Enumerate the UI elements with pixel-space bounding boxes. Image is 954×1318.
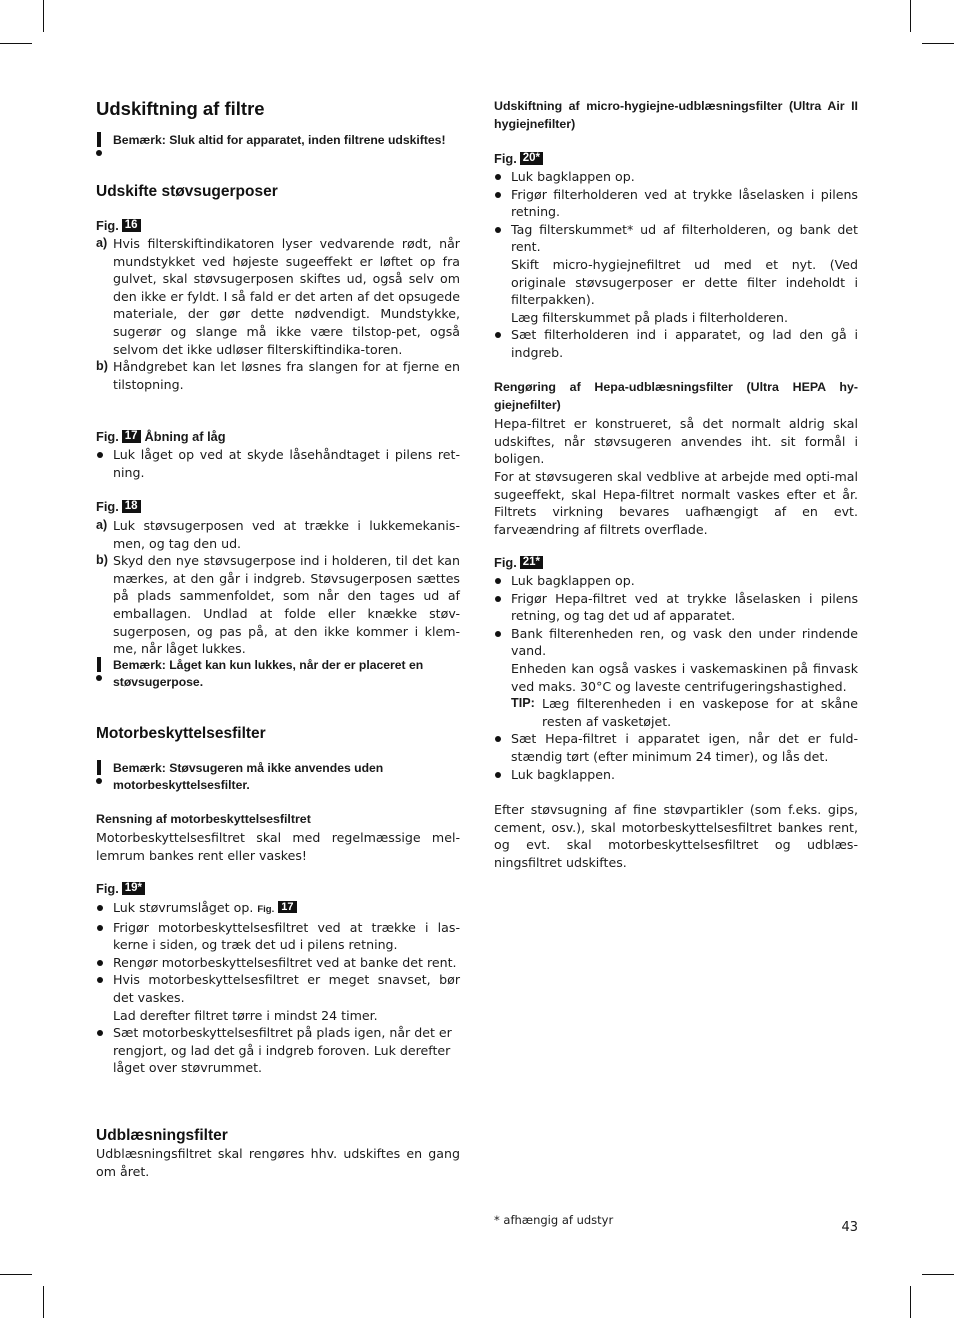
step-item xyxy=(96,358,460,393)
bullet-icon xyxy=(495,227,501,233)
page-number: 43 xyxy=(841,1220,858,1235)
list-text: Sæt motorbeskyttelsesfiltret på plads igen, når det er rengjort, og lad det gå i indgreb foroven. Luk derefter låget over støvrummet. xyxy=(113,1025,452,1076)
tip-label: TIP: xyxy=(511,696,535,711)
paragraph: Motorbeskyttelsesfiltret skal med regelmæssige mel-lemrum bankes rent eller vaskes! xyxy=(96,830,460,863)
bullet-icon xyxy=(97,905,103,911)
figure-number: 20* xyxy=(520,152,543,165)
figure-ref xyxy=(494,150,858,167)
list-text: Frigør filterholderen ved at trykke låselasken i pilens retning. xyxy=(511,186,858,220)
list-item xyxy=(494,326,858,361)
step-text: Håndgrebet kan let løsnes fra slangen for at fjerne en tilstopning. xyxy=(113,359,460,392)
bullet-list xyxy=(96,899,460,1077)
step-list xyxy=(96,235,460,393)
list-item xyxy=(96,971,460,1024)
paragraph: Efter støvsugning af fine støvpartikler (som f.eks. gips, cement, osv.), skal motorbeskyttelsesfiltret bankes rent, og evt. skal motorbeskyttelsesfiltret og udblæs-ningsfiltret udskiftes. xyxy=(494,802,858,870)
list-text: Luk bagklappen op. xyxy=(511,573,635,588)
bullet-icon xyxy=(495,736,501,742)
figure-ref xyxy=(96,428,460,445)
list-item xyxy=(96,446,460,481)
bullet-icon xyxy=(495,174,501,180)
tip-note xyxy=(494,695,858,730)
step-item xyxy=(96,517,460,552)
crop-mark xyxy=(0,1274,32,1275)
list-text: Luk låget op ved at skyde låsehåndtaget i pilens ret-ning. xyxy=(113,447,460,480)
crop-mark xyxy=(0,43,32,44)
bullet-icon xyxy=(97,452,103,458)
fig-label: Fig. xyxy=(494,555,517,570)
bullet-icon xyxy=(495,192,501,198)
warning-text: Bemærk: Støvsugeren må ikke anvendes uden motorbeskyttelsesfilter. xyxy=(113,761,384,792)
figure-ref xyxy=(96,217,460,234)
fig-label: Fig. xyxy=(96,881,119,896)
fig-label: Fig. xyxy=(257,904,275,915)
figure-ref xyxy=(494,554,858,571)
list-text: Luk bagklappen op. xyxy=(511,169,635,184)
list-text: Frigør Hepa-filtret ved at trykke låselasken i pilens retning, og tag det ud af apparatet. xyxy=(511,590,858,624)
fig-label: Fig. xyxy=(96,429,119,444)
list-item xyxy=(494,572,858,590)
step-list xyxy=(96,517,460,658)
list-text: Sæt filterholderen ind i apparatet, og lad den gå i indgreb. xyxy=(511,327,858,360)
tip-text: Læg filterenheden i en vaskepose for at skåne resten af vasketøjet. xyxy=(542,696,858,729)
sub-heading: Rensning af motorbeskyttelsesfiltret xyxy=(96,812,311,826)
list-text: Luk bagklappen. xyxy=(511,766,616,782)
figure-ref xyxy=(96,880,460,897)
fig-label: Fig. xyxy=(494,151,517,166)
sub-heading: Udskiftning af micro-hygiejne-udblæsningsfilter (Ultra Air II hygiejnefilter) xyxy=(494,99,858,131)
bullet-icon xyxy=(97,925,103,931)
exclamation-icon xyxy=(96,657,102,683)
list-item xyxy=(494,186,858,221)
list-text: Luk støvrumslåget op. xyxy=(113,900,254,915)
section-heading: Udskifte støvsugerposer xyxy=(96,183,278,200)
exclamation-icon xyxy=(96,132,102,158)
crop-mark xyxy=(910,0,911,32)
step-text: Hvis filterskiftindikatoren lyser vedvarende rødt, når mundstykket ved højeste sugeeffekt er løftet op fra gulvet, skal støvsugerposen skiftes ud, også selv om den ikke er fyldt. I så fald er det arten af det opsugede materiale, der gør dette nødvendigt. Mundstykke, sugerør og slange må ikke være tilstop-pet, også selvom det ikke udløser filterskiftindika-toren. xyxy=(113,236,460,357)
list-text: Bank filterenheden ren, og vask den under rindende vand. xyxy=(511,625,858,659)
crop-mark xyxy=(922,43,954,44)
list-item xyxy=(494,590,858,625)
figure-number: 21* xyxy=(520,556,543,569)
step-label: b) xyxy=(96,553,108,568)
list-item xyxy=(494,730,858,765)
exclamation-icon xyxy=(96,760,102,786)
warning-text: Bemærk: Sluk altid for apparatet, inden filtrene udskiftes! xyxy=(113,133,446,147)
step-label: a) xyxy=(96,518,108,532)
warning-note xyxy=(96,132,477,149)
crop-mark xyxy=(910,1286,911,1318)
list-item xyxy=(494,625,858,695)
figure-number: 17 xyxy=(278,901,296,913)
list-item xyxy=(96,899,460,919)
fig-label: Fig. xyxy=(96,499,119,514)
sub-heading: Rengøring af Hepa-udblæsningsfilter (Ultra HEPA hy-giejnefilter) xyxy=(494,380,858,412)
step-label: a) xyxy=(96,236,108,250)
bullet-icon xyxy=(495,578,501,584)
list-item xyxy=(494,766,858,784)
warning-note xyxy=(96,760,477,794)
step-item xyxy=(96,235,460,358)
figure-number: 18 xyxy=(122,500,141,513)
step-text: Luk støvsugerposen ved at trække i lukkemekanis-men, og tag den ud. xyxy=(113,518,460,551)
figure-ref xyxy=(96,498,460,515)
figure-number: 19* xyxy=(122,882,145,895)
fig-label: Fig. xyxy=(96,218,119,233)
bullet-icon xyxy=(495,772,501,778)
paragraph: Udblæsningsfiltret skal rengøres hhv. udskiftes en gang om året. xyxy=(96,1146,460,1179)
bullet-list xyxy=(494,572,858,783)
section-heading: Motorbeskyttelsesfilter xyxy=(96,725,266,742)
bullet-icon xyxy=(495,596,501,602)
page-title: Udskiftning af filtre xyxy=(96,98,265,119)
list-text: Rengør motorbeskyttelsesfiltret ved at banke det rent. xyxy=(113,954,457,970)
bullet-icon xyxy=(97,1030,103,1036)
footnote: * afhængig af udstyr xyxy=(494,1213,614,1227)
warning-text: Bemærk: Låget kan kun lukkes, når der er placeret en støvsugerpose. xyxy=(113,658,424,689)
list-item xyxy=(494,221,858,327)
list-text: Frigør motorbeskyttelsesfiltret ved at trække i las-kerne i siden, og træk det ud i pilens retning. xyxy=(113,919,460,953)
bullet-icon xyxy=(495,332,501,338)
list-text: Hvis motorbeskyttelsesfiltret er meget snavset, bør det vaskes. xyxy=(113,972,460,1005)
bullet-icon xyxy=(97,977,103,983)
paragraph: For at støvsugeren skal vedblive at arbejde med opti-mal sugeeffekt, skal Hepa-filtret normalt vaskes efter et år. Filtrets virkning bevares uafhængigt af en evt. farveændring af filtrets overflade. xyxy=(494,469,858,537)
bullet-icon xyxy=(97,960,103,966)
list-item xyxy=(96,954,460,972)
list-text: Sæt Hepa-filtret i apparatet igen, når det er fuld-stændig tørt (efter minimum 24 timer), og lås det. xyxy=(511,731,858,764)
list-item xyxy=(494,168,858,186)
list-text-extra: Læg filterskummet på plads i filterholderen. xyxy=(511,309,788,325)
list-item xyxy=(96,1024,460,1077)
crop-mark xyxy=(922,1274,954,1275)
list-text-extra: Skift micro-hygiejnefiltret ud med et nyt. (Ved originale støvsugerposer er dette filter indeholdt i filterpakken). xyxy=(511,256,858,308)
list-text-extra: Lad derefter filtret tørre i mindst 24 timer. xyxy=(113,1007,378,1023)
list-text-extra: Enheden kan også vaskes i vaskemaskinen på finvask ved maks. 30°C og laveste centrifugeringshastighed. xyxy=(511,660,858,694)
crop-mark xyxy=(43,0,44,32)
list-text: Tag filterskummet* ud af filterholderen, og bank det rent. xyxy=(511,221,858,255)
step-item xyxy=(96,552,460,658)
section-heading: Udblæsningsfilter xyxy=(96,1127,228,1144)
step-label: b) xyxy=(96,359,108,374)
bullet-list xyxy=(96,446,460,481)
figure-number: 16 xyxy=(122,219,141,232)
figure-number: 17 xyxy=(122,430,141,443)
paragraph: Hepa-filtret er konstrueret, så det normalt aldrig skal udskiftes, når støvsugeren anvendes iht. sit formål i boligen. xyxy=(494,416,858,467)
bullet-list xyxy=(494,168,858,362)
crop-mark xyxy=(43,1286,44,1318)
step-text: Skyd den nye støvsugerpose ind i holderen, til det kan mærkes, at den går i indgreb. Støvsugerposen sættes på plads sammenfoldet, som når den tages ud af emballagen. Undlad at folde eller knække støv-sugerposen, og pas på, at den ikke kommer i klem-me, når låget lukkes. xyxy=(113,553,460,657)
list-item xyxy=(96,919,460,954)
bullet-icon xyxy=(495,631,501,637)
warning-note xyxy=(96,657,477,691)
figure-caption: Åbning af låg xyxy=(144,429,226,444)
